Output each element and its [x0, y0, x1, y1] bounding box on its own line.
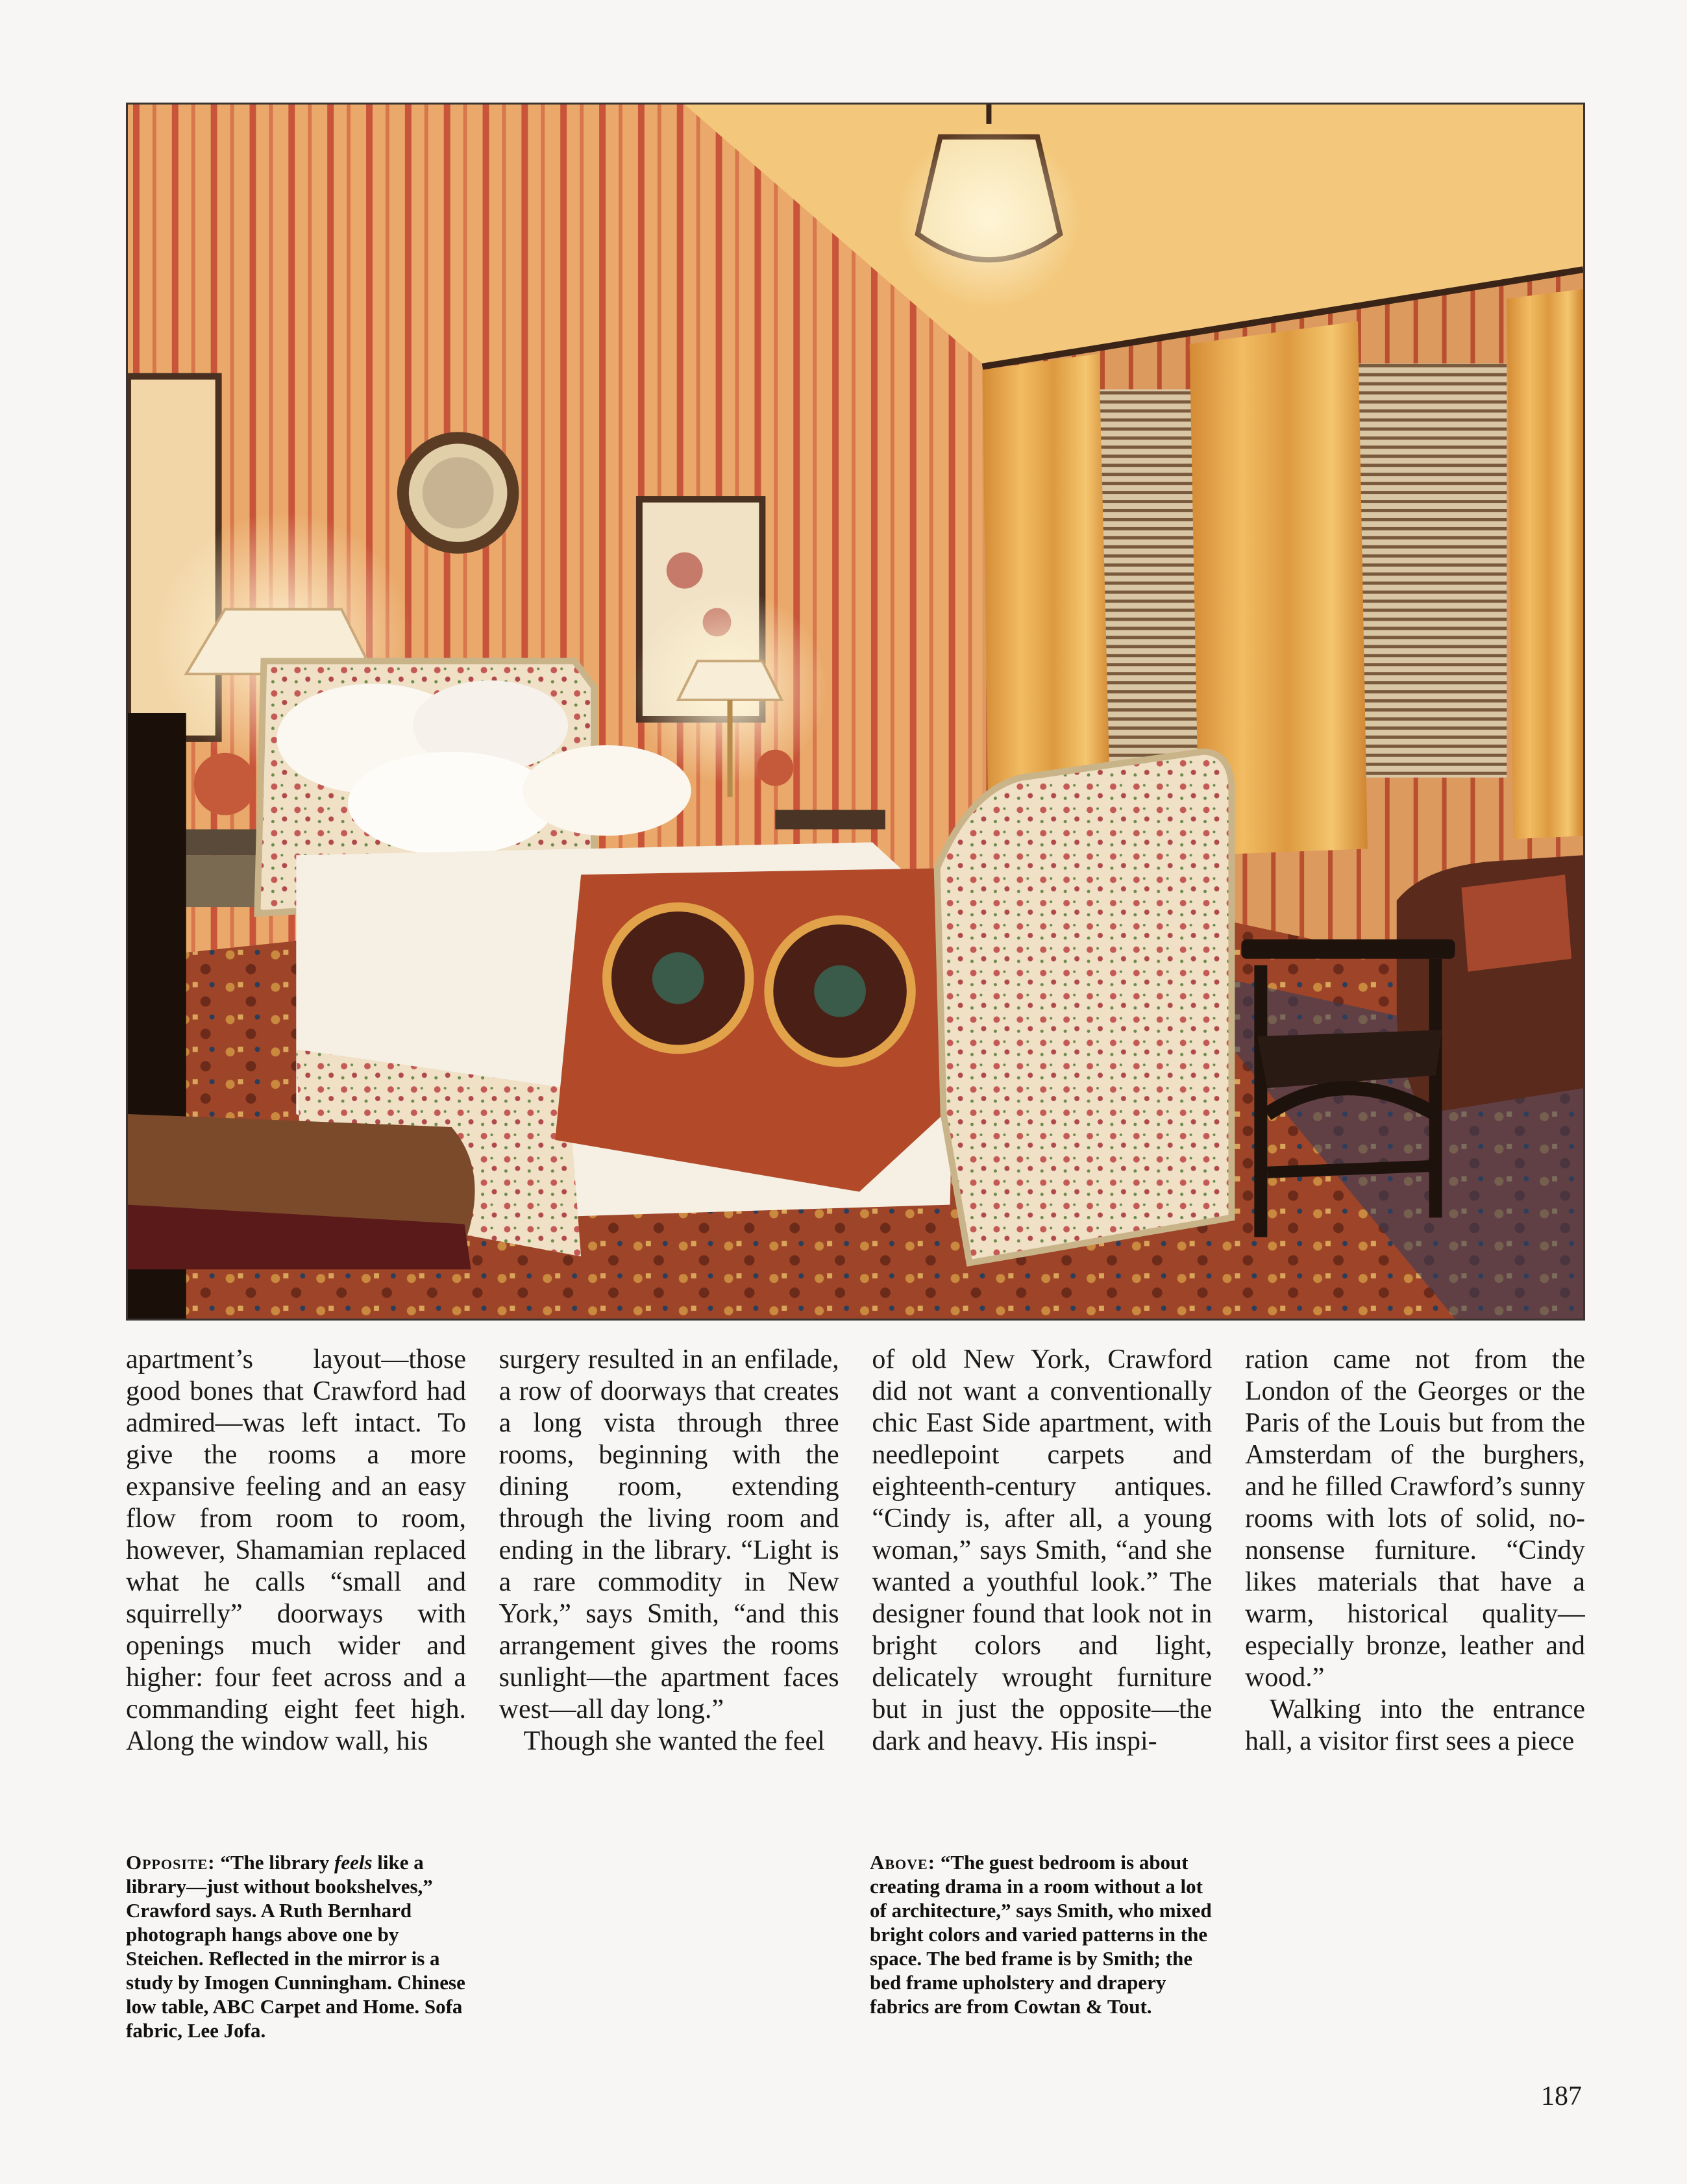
paragraph: Though she wanted the feel: [523, 1726, 825, 1756]
caption-lead: Above:: [870, 1851, 936, 1874]
pillow: [348, 752, 555, 855]
caption-lead: Opposite:: [126, 1851, 215, 1874]
footboard: [937, 752, 1232, 1263]
caption-text: “The guest bedroom is about creating drama in a room without a lot of architecture,” says Smith, who mixed bright colors and varied patterns in the space. The bed frame is by Smith; the bed frame upholstery and drapery fabrics are from Cowtan & Tout.: [870, 1851, 1212, 2018]
flower-arrangement: [194, 753, 256, 815]
caption-opposite: [126, 1850, 476, 2042]
caption-text: like a library—just without bookshelves,” Crawford says. A Ruth Bernhard photograph hangs above one by Steichen. Reflected in the mirror is a study by Imogen Cunningham. Chinese low table, ABC Carpet and Home. Sofa fabric, Lee Jofa.: [126, 1851, 465, 2042]
window-blinds: [1358, 364, 1507, 778]
paragraph: ration came not from the London of the Georges or the Paris of the Louis but from the Amsterdam of the burghers, and he filled Crawford’s sunny rooms with lots of solid, no-nonsense furniture. “Cindy likes materials that have a warm, historical quality—especially bronze, leather and wood.”: [1244, 1345, 1585, 1693]
x-bench-chair: [1241, 939, 1455, 959]
night-table: [775, 810, 885, 830]
page-number: 187: [1541, 2081, 1582, 2111]
pillow: [523, 745, 691, 836]
paragraph: of old New York, Crawford did not want a conventionally chic East Side apartment, with needlepoint carpets and eighteenth-century antiques. “Cindy is, after all, a young woman,” says Smith, “and she wanted a youthful look.” The designer found that look not in bright colors and light, delicately wrought furniture but in just the opposite—the dark and heavy. His inspi-: [872, 1345, 1213, 1756]
curtain: [1507, 289, 1583, 839]
paragraph: apartment’s layout—those good bones that Crawford had admired—was left intact. To give the rooms a more expansive feeling and an easy flow from room to room, however, Shamamian replaced what he calls “small and squirrelly” doorways with openings much wider and higher: four feet across and a commanding eight feet high. Along the window wall, his: [126, 1345, 466, 1756]
caption-emphasis: feels: [334, 1851, 373, 1874]
text-column-2: [499, 1344, 839, 1772]
guest-bedroom-photo: [126, 103, 1585, 1321]
caption-above: [870, 1850, 1220, 2018]
text-column-3: [872, 1344, 1212, 1772]
flower-arrangement: [757, 750, 793, 786]
bedroom-illustration: [128, 105, 1583, 1319]
caption-text: “The library: [215, 1851, 334, 1874]
text-column-1: [126, 1344, 466, 1772]
paragraph: surgery resulted in an enfilade, a row of doorways that creates a long vista through three rooms, beginning with the dining room, extending through the living room and ending in the library. “Light is a rare commodity in New York,” says Smith, “and this arrangement gives the rooms sunlight—the apartment faces west—all day long.”: [499, 1345, 839, 1724]
paragraph: Walking into the entrance hall, a visitor first sees a piece: [1244, 1694, 1585, 1756]
text-column-4: [1245, 1344, 1585, 1772]
article-body: [126, 1344, 1585, 1772]
table-lamp: [678, 661, 782, 700]
